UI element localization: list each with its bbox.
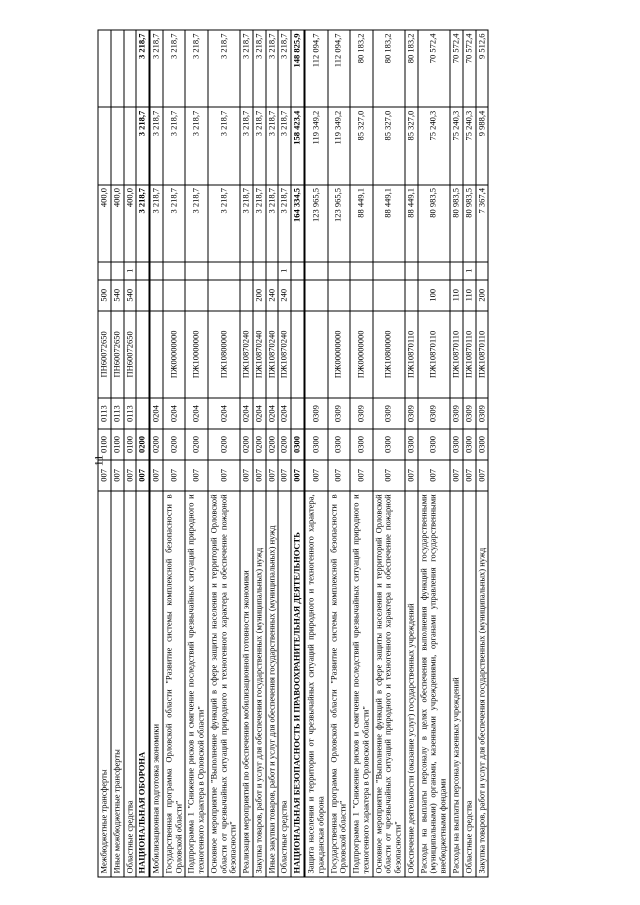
- expense-type-code-cell: [185, 280, 208, 311]
- subsection-code-cell: [291, 398, 304, 429]
- table-row: [98, 30, 111, 877]
- source-code-cell: 1: [278, 262, 291, 280]
- expense-type-code-cell: [405, 280, 418, 311]
- budget-table-wrapper: [98, 30, 640, 878]
- section-code-cell: 0200: [185, 429, 208, 460]
- section-code-cell: 0300: [476, 429, 489, 460]
- subsection-code-cell: 0204: [185, 398, 208, 429]
- item-name-cell: НАЦИОНАЛЬНАЯ БЕЗОПАСНОСТЬ И ПРАВООХРАНИТЕЛЬНАЯ ДЕЯТЕЛЬНОСТЬ: [291, 491, 304, 877]
- amount-2020-cell: 400,0: [111, 185, 124, 262]
- subsection-code-cell: 0204: [253, 398, 266, 429]
- grbs-code-cell: 007: [405, 460, 418, 491]
- target-code-cell: ПЖ10800000: [373, 311, 405, 399]
- grbs-code-cell: 007: [98, 460, 111, 491]
- amount-2020-cell: 400,0: [124, 185, 137, 262]
- section-code-cell: 0200: [240, 429, 253, 460]
- budget-table: [98, 30, 489, 878]
- amount-2021-cell: 3 218,7: [240, 107, 253, 184]
- subsection-code-cell: 0204: [150, 398, 163, 429]
- source-code-cell: [240, 262, 253, 280]
- grbs-code-cell: 007: [163, 460, 186, 491]
- expense-type-code-cell: [150, 280, 163, 311]
- amount-2022-cell: 3 218,7: [253, 30, 266, 107]
- amount-2021-cell: 3 218,7: [185, 107, 208, 184]
- grbs-code-cell: 007: [373, 460, 405, 491]
- amount-2020-cell: 123 965,5: [305, 185, 328, 262]
- amount-2020-cell: 3 218,7: [163, 185, 186, 262]
- subsection-code-cell: 0204: [163, 398, 186, 429]
- grbs-code-cell: 007: [136, 460, 149, 491]
- item-name-cell: Расходы на выплаты персоналу казенных учреждений: [450, 491, 463, 877]
- item-name-cell: Реализация мероприятий по обеспечению мобилизационной готовности экономики: [240, 491, 253, 877]
- source-code-cell: [136, 262, 149, 280]
- amount-2020-cell: 88 449,1: [373, 185, 405, 262]
- expense-type-code-cell: [328, 280, 351, 311]
- section-code-cell: 0300: [418, 429, 450, 460]
- subsection-code-cell: [136, 398, 149, 429]
- target-code-cell: ПЖ10870240: [266, 311, 279, 399]
- item-name-cell: Областные средства: [463, 491, 476, 877]
- amount-2021-cell: 119 349,2: [328, 107, 351, 184]
- subsection-code-cell: 0309: [405, 398, 418, 429]
- amount-2020-cell: 400,0: [98, 185, 111, 262]
- amount-2020-cell: 3 218,7: [208, 185, 240, 262]
- source-code-cell: [328, 262, 351, 280]
- table-row: [291, 30, 304, 877]
- grbs-code-cell: 007: [266, 460, 279, 491]
- grbs-code-cell: 007: [150, 460, 163, 491]
- grbs-code-cell: 007: [278, 460, 291, 491]
- amount-2021-cell: 3 218,7: [266, 107, 279, 184]
- item-name-cell: Закупка товаров, работ и услуг для обеспечения государственных (муниципальных) нужд: [253, 491, 266, 877]
- amount-2022-cell: 70 572,4: [418, 30, 450, 107]
- expense-type-code-cell: 200: [476, 280, 489, 311]
- subsection-code-cell: 0113: [124, 398, 137, 429]
- source-code-cell: [185, 262, 208, 280]
- expense-type-code-cell: [163, 280, 186, 311]
- source-code-cell: [291, 262, 304, 280]
- amount-2022-cell: 70 572,4: [463, 30, 476, 107]
- amount-2021-cell: 158 423,4: [291, 107, 304, 184]
- table-row: [208, 30, 240, 877]
- source-code-cell: [150, 262, 163, 280]
- amount-2020-cell: 88 449,1: [350, 185, 373, 262]
- target-code-cell: ПЖ10870110: [450, 311, 463, 399]
- table-row: [476, 30, 489, 877]
- target-code-cell: ПЖ10870110: [463, 311, 476, 399]
- section-code-cell: 0300: [463, 429, 476, 460]
- expense-type-code-cell: 100: [418, 280, 450, 311]
- amount-2020-cell: 88 449,1: [405, 185, 418, 262]
- grbs-code-cell: 007: [328, 460, 351, 491]
- amount-2020-cell: 3 218,7: [278, 185, 291, 262]
- grbs-code-cell: 007: [291, 460, 304, 491]
- amount-2020-cell: 7 367,4: [476, 185, 489, 262]
- expense-type-code-cell: 240: [266, 280, 279, 311]
- amount-2021-cell: 3 218,7: [253, 107, 266, 184]
- target-code-cell: ПН60072650: [111, 311, 124, 399]
- amount-2022-cell: 80 183,2: [350, 30, 373, 107]
- grbs-code-cell: 007: [124, 460, 137, 491]
- expense-type-code-cell: [291, 280, 304, 311]
- grbs-code-cell: 007: [350, 460, 373, 491]
- amount-2022-cell: 70 572,4: [450, 30, 463, 107]
- amount-2020-cell: 3 218,7: [150, 185, 163, 262]
- amount-2021-cell: 75 240,3: [450, 107, 463, 184]
- amount-2021-cell: 9 988,4: [476, 107, 489, 184]
- subsection-code-cell: 0113: [98, 398, 111, 429]
- item-name-cell: Межбюджетные трансферты: [98, 491, 111, 877]
- amount-2022-cell: 3 218,7: [266, 30, 279, 107]
- table-row: [136, 30, 149, 877]
- amount-2021-cell: 85 327,0: [405, 107, 418, 184]
- amount-2020-cell: 3 218,7: [266, 185, 279, 262]
- amount-2022-cell: [124, 30, 137, 107]
- amount-2022-cell: [111, 30, 124, 107]
- source-code-cell: 1: [124, 262, 137, 280]
- source-code-cell: [476, 262, 489, 280]
- expense-type-code-cell: [373, 280, 405, 311]
- source-code-cell: [305, 262, 328, 280]
- section-code-cell: 0200: [136, 429, 149, 460]
- table-row: [305, 30, 328, 877]
- table-row: [163, 30, 186, 877]
- amount-2021-cell: 85 327,0: [350, 107, 373, 184]
- amount-2022-cell: 3 218,7: [278, 30, 291, 107]
- section-code-cell: 0300: [305, 429, 328, 460]
- grbs-code-cell: 007: [305, 460, 328, 491]
- item-name-cell: Подпрограмма 1 "Снижение рисков и смягчение последствий чрезвычайных ситуаций природного и техногенного характера в Орловской области": [185, 491, 208, 877]
- source-code-cell: [98, 262, 111, 280]
- table-row: [328, 30, 351, 877]
- grbs-code-cell: 007: [240, 460, 253, 491]
- target-code-cell: ПЖ10870110: [418, 311, 450, 399]
- source-code-cell: [208, 262, 240, 280]
- target-code-cell: ПЖ10800000: [208, 311, 240, 399]
- amount-2022-cell: 112 094,7: [328, 30, 351, 107]
- item-name-cell: Обеспечение деятельности (оказание услуг) государственных учреждений: [405, 491, 418, 877]
- table-row: [418, 30, 450, 877]
- target-code-cell: ПЖ10870240: [240, 311, 253, 399]
- expense-type-code-cell: [136, 280, 149, 311]
- amount-2022-cell: 80 183,2: [405, 30, 418, 107]
- amount-2020-cell: 80 983,5: [450, 185, 463, 262]
- source-code-cell: [405, 262, 418, 280]
- subsection-code-cell: 0309: [463, 398, 476, 429]
- expense-type-code-cell: 110: [450, 280, 463, 311]
- expense-type-code-cell: 240: [278, 280, 291, 311]
- grbs-code-cell: 007: [463, 460, 476, 491]
- amount-2022-cell: 3 218,7: [208, 30, 240, 107]
- amount-2020-cell: 80 983,5: [418, 185, 450, 262]
- amount-2021-cell: 75 240,3: [418, 107, 450, 184]
- amount-2020-cell: 80 983,5: [463, 185, 476, 262]
- table-row: [111, 30, 124, 877]
- item-name-cell: Расходы на выплаты персоналу в целях обеспечения выполнения функций государственными (муниципальными) органами, казенными учреждениями, органами управления государственными внебюджетными фондами: [418, 491, 450, 877]
- target-code-cell: ПЖ10870110: [476, 311, 489, 399]
- item-name-cell: Подпрограмма 1 "Снижение рисков и смягчение последствий чрезвычайных ситуаций природного и техногенного характера в Орловской области": [350, 491, 373, 877]
- target-code-cell: ПЖ00000000: [350, 311, 373, 399]
- subsection-code-cell: 0309: [373, 398, 405, 429]
- expense-type-code-cell: 110: [463, 280, 476, 311]
- expense-type-code-cell: [208, 280, 240, 311]
- amount-2021-cell: [111, 107, 124, 184]
- amount-2021-cell: 3 218,7: [150, 107, 163, 184]
- section-code-cell: 0200: [266, 429, 279, 460]
- table-row: [350, 30, 373, 877]
- subsection-code-cell: 0204: [278, 398, 291, 429]
- amount-2022-cell: 9 512,6: [476, 30, 489, 107]
- amount-2021-cell: 3 218,7: [208, 107, 240, 184]
- table-row: [278, 30, 291, 877]
- amount-2021-cell: 3 218,7: [278, 107, 291, 184]
- amount-2022-cell: 3 218,7: [150, 30, 163, 107]
- expense-type-code-cell: 540: [124, 280, 137, 311]
- item-name-cell: Областные средства: [278, 491, 291, 877]
- target-code-cell: [291, 311, 304, 399]
- source-code-cell: [350, 262, 373, 280]
- target-code-cell: ПЖ10870240: [278, 311, 291, 399]
- amount-2020-cell: 3 218,7: [136, 185, 149, 262]
- section-code-cell: 0300: [373, 429, 405, 460]
- table-row: [240, 30, 253, 877]
- source-code-cell: [163, 262, 186, 280]
- source-code-cell: [111, 262, 124, 280]
- subsection-code-cell: 0309: [305, 398, 328, 429]
- section-code-cell: 0300: [291, 429, 304, 460]
- item-name-cell: Основное мероприятие "Выполнение функций в сфере защиты населения и территорий Орловской области от чрезвычайных ситуаций природного и техногенного характера и обеспечение пожарной безопасности": [208, 491, 240, 877]
- amount-2020-cell: 123 965,5: [328, 185, 351, 262]
- amount-2020-cell: 3 218,7: [240, 185, 253, 262]
- amount-2021-cell: 119 349,2: [305, 107, 328, 184]
- item-name-cell: Защита населения и территории от чрезвычайных ситуаций природного и техногенного характера, гражданская оборона: [305, 491, 328, 877]
- target-code-cell: ПЖ00000000: [163, 311, 186, 399]
- table-row: [463, 30, 476, 877]
- table-row: [150, 30, 163, 877]
- expense-type-code-cell: 200: [253, 280, 266, 311]
- section-code-cell: 0200: [278, 429, 291, 460]
- table-row: [373, 30, 405, 877]
- section-code-cell: 0300: [350, 429, 373, 460]
- subsection-code-cell: 0204: [240, 398, 253, 429]
- grbs-code-cell: 007: [418, 460, 450, 491]
- target-code-cell: ПЖ10000000: [185, 311, 208, 399]
- amount-2020-cell: 3 218,7: [253, 185, 266, 262]
- subsection-code-cell: 0204: [266, 398, 279, 429]
- amount-2021-cell: 3 218,7: [163, 107, 186, 184]
- item-name-cell: Иные межбюджетные трансферты: [111, 491, 124, 877]
- grbs-code-cell: 007: [450, 460, 463, 491]
- amount-2020-cell: 164 334,5: [291, 185, 304, 262]
- subsection-code-cell: 0309: [328, 398, 351, 429]
- table-row: [185, 30, 208, 877]
- subsection-code-cell: 0204: [208, 398, 240, 429]
- target-code-cell: ПЖ00000000: [328, 311, 351, 399]
- grbs-code-cell: 007: [111, 460, 124, 491]
- amount-2021-cell: [124, 107, 137, 184]
- expense-type-code-cell: [350, 280, 373, 311]
- source-code-cell: [450, 262, 463, 280]
- subsection-code-cell: 0309: [476, 398, 489, 429]
- target-code-cell: ПЖ10870240: [253, 311, 266, 399]
- source-code-cell: 1: [463, 262, 476, 280]
- section-code-cell: 0300: [328, 429, 351, 460]
- table-row: [124, 30, 137, 877]
- target-code-cell: ПН60072650: [98, 311, 111, 399]
- section-code-cell: 0200: [208, 429, 240, 460]
- section-code-cell: 0100: [124, 429, 137, 460]
- grbs-code-cell: 007: [185, 460, 208, 491]
- section-code-cell: 0200: [163, 429, 186, 460]
- item-name-cell: Государственная программа Орловской области "Развитие системы комплексной безопасности в Орловской области": [328, 491, 351, 877]
- table-row: [405, 30, 418, 877]
- item-name-cell: Государственная программа Орловской области "Развитие системы комплексной безопасности в Орловской области": [163, 491, 186, 877]
- table-row: [450, 30, 463, 877]
- source-code-cell: [418, 262, 450, 280]
- section-code-cell: 0100: [98, 429, 111, 460]
- amount-2022-cell: 3 218,7: [136, 30, 149, 107]
- item-name-cell: Иные закупки товаров, работ и услуг для обеспечения государственных (муниципальных) нужд: [266, 491, 279, 877]
- grbs-code-cell: 007: [208, 460, 240, 491]
- amount-2021-cell: [98, 107, 111, 184]
- grbs-code-cell: 007: [476, 460, 489, 491]
- section-code-cell: 0300: [450, 429, 463, 460]
- amount-2020-cell: 3 218,7: [185, 185, 208, 262]
- target-code-cell: [136, 311, 149, 399]
- target-code-cell: [305, 311, 328, 399]
- expense-type-code-cell: 500: [98, 280, 111, 311]
- target-code-cell: [150, 311, 163, 399]
- amount-2022-cell: 112 094,7: [305, 30, 328, 107]
- amount-2021-cell: 85 327,0: [373, 107, 405, 184]
- expense-type-code-cell: [240, 280, 253, 311]
- table-row: [266, 30, 279, 877]
- subsection-code-cell: 0309: [418, 398, 450, 429]
- amount-2022-cell: 80 183,2: [373, 30, 405, 107]
- item-name-cell: Областные средства: [124, 491, 137, 877]
- page-number: 11: [91, 454, 106, 467]
- target-code-cell: ПН60072650: [124, 311, 137, 399]
- subsection-code-cell: 0309: [450, 398, 463, 429]
- source-code-cell: [253, 262, 266, 280]
- amount-2021-cell: 3 218,7: [136, 107, 149, 184]
- source-code-cell: [266, 262, 279, 280]
- amount-2022-cell: [98, 30, 111, 107]
- subsection-code-cell: 0113: [111, 398, 124, 429]
- item-name-cell: Закупка товаров, работ и услуг для обеспечения государственных (муниципальных) нужд: [476, 491, 489, 877]
- section-code-cell: 0300: [405, 429, 418, 460]
- grbs-code-cell: 007: [253, 460, 266, 491]
- section-code-cell: 0100: [111, 429, 124, 460]
- item-name-cell: Мобилизационная подготовка экономики: [150, 491, 163, 877]
- expense-type-code-cell: 540: [111, 280, 124, 311]
- table-row: [253, 30, 266, 877]
- section-code-cell: 0200: [253, 429, 266, 460]
- amount-2022-cell: 3 218,7: [185, 30, 208, 107]
- item-name-cell: НАЦИОНАЛЬНАЯ ОБОРОНА: [136, 491, 149, 877]
- source-code-cell: [373, 262, 405, 280]
- amount-2022-cell: 148 825,9: [291, 30, 304, 107]
- expense-type-code-cell: [305, 280, 328, 311]
- amount-2022-cell: 3 218,7: [163, 30, 186, 107]
- section-code-cell: 0200: [150, 429, 163, 460]
- target-code-cell: ПЖ10870110: [405, 311, 418, 399]
- subsection-code-cell: 0309: [350, 398, 373, 429]
- amount-2021-cell: 75 240,3: [463, 107, 476, 184]
- item-name-cell: Основное мероприятие "Выполнение функций в сфере защиты населения и территорий Орловской области от чрезвычайных ситуаций природного и техногенного характера и обеспечение пожарной безопасности": [373, 491, 405, 877]
- amount-2022-cell: 3 218,7: [240, 30, 253, 107]
